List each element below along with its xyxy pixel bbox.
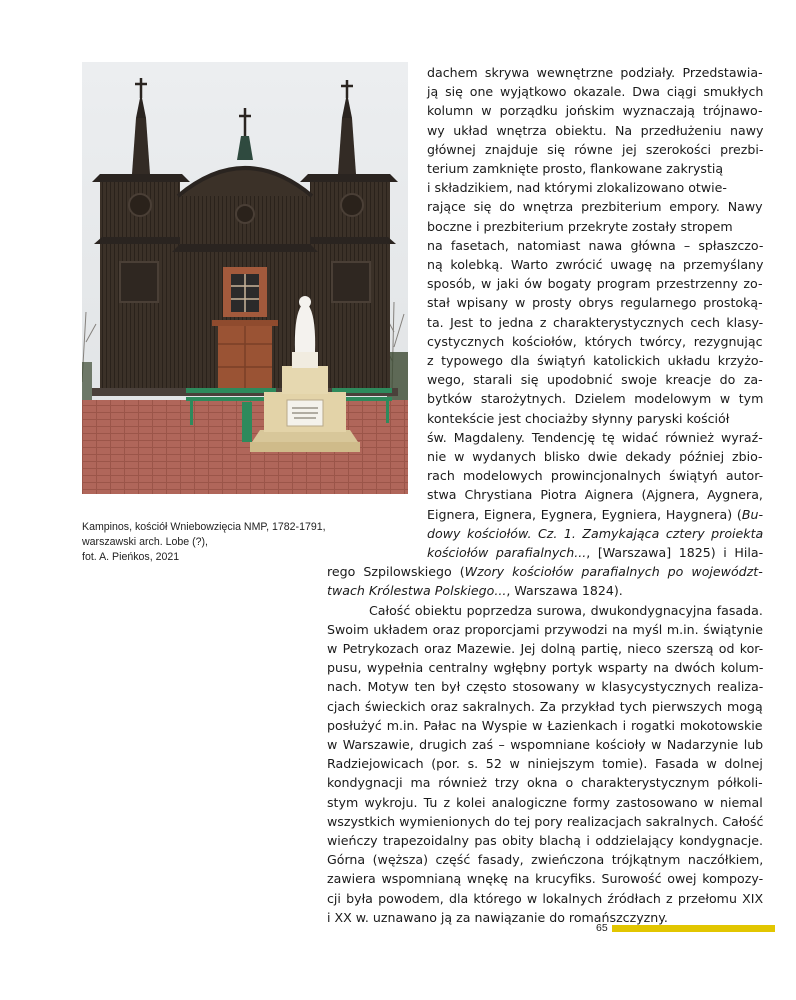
text-run: terium zamknięte prosto, flankowane zakrystią	[427, 161, 724, 176]
text-run: Górna (węższa) część fasady, zwieńczona trójkątnym naczółkiem,	[327, 852, 764, 868]
text-line	[327, 756, 763, 771]
text-run: nach. Motyw ten był często stosowany w klasycystycznych realiza-	[327, 679, 764, 695]
text-run: cjach świeckich oraz sakralnych. Za przykład tych pierwszych mogą	[327, 698, 763, 714]
text-line	[427, 276, 763, 291]
text-line	[427, 315, 763, 330]
text-run: Radziejowicach (por. s. 52 w niniejszym tomie). Fasada w dolnej	[327, 756, 763, 772]
text-run: , Warszawa 1824).	[506, 583, 623, 599]
text-line	[427, 180, 727, 195]
text-line	[427, 103, 763, 118]
text-line	[327, 679, 763, 694]
text-line	[427, 391, 763, 406]
italic-text: Wzory kościołów parafialnych po województ-	[464, 564, 763, 580]
text-line	[327, 699, 763, 714]
text-line	[427, 161, 723, 176]
text-line	[327, 910, 668, 925]
text-line	[327, 852, 763, 867]
text-line	[327, 564, 763, 579]
text-line	[427, 353, 763, 368]
text-run: kontekście jest chociażby słynny paryski kościół	[427, 410, 730, 426]
text-run: Swoim układem oraz proporcjami przywodzi na myśl m.in. świątynie	[327, 621, 763, 637]
text-run: wego, starali się upodobnić swoje kreacje do za-	[427, 372, 763, 388]
text-run: kondygnacji ma również trzy okna o charakterystycznym półkoli-	[327, 775, 763, 791]
text-run: nie w wydanych blisko dwie dekady później zbio-	[427, 449, 763, 464]
text-run: stał wpisany w prosty obrys regularnego prostoką-	[427, 295, 763, 311]
text-run: cji była powodem, dla którego w lokalnych źródłach z przełomu XIX	[327, 890, 764, 906]
text-line	[427, 411, 729, 426]
text-run: rego Szpilowskiego (	[327, 564, 465, 580]
text-run: stwa Chrystiana Piotra Aignera (Ajgnera, Aygnera,	[427, 487, 763, 503]
text-line	[427, 84, 763, 99]
text-line	[427, 487, 763, 502]
text-run: pusu, wypełnia centralny wgłębny portyk wsparty na dwóch kolum-	[327, 660, 764, 676]
text-run: zawiera wspomnianą wnękę na krucyfiks. Surowość owej kompozy-	[327, 871, 764, 887]
text-run: ją się one wyjątkowo okazale. Dwa ciągi smukłych	[427, 84, 764, 100]
text-run: ną kolebką. Warto zwrócić uwagę na przemyślany	[427, 257, 764, 272]
text-line	[427, 526, 763, 541]
text-run: Całość obiektu poprzedza surowa, dwukondygnacyjna fasada.	[369, 602, 763, 618]
text-run: z typowego dla świątyń katolickich układu krzyżo-	[427, 353, 764, 368]
text-line	[327, 641, 763, 656]
text-run: Eignera, Eignera, Eygnera, Eygniera, Haygnera) (	[427, 506, 742, 522]
text-run: stym wykroju. Tu z kolei analogiczne formy zastosowano w niemal	[327, 794, 763, 810]
text-run: i XX w. uznawano ją za nawiązanie do romańszczyzny.	[327, 909, 668, 925]
text-line	[327, 814, 763, 829]
text-run: w Petrykozach oraz Mazewie. Jej dolną partię, nieco szerszą od kor-	[327, 641, 764, 656]
text-run: głównej znajduje się równe jej szerokości prezbi-	[427, 141, 764, 157]
text-line	[427, 123, 763, 138]
text-line	[327, 775, 763, 790]
text-line	[427, 545, 763, 560]
text-run: na fasetach, natomiast nawa główna – spłaszczo-	[427, 237, 764, 253]
page-number: 65	[596, 922, 608, 934]
text-run: sposób, w jaki ów bogaty program przestrzenny zo-	[427, 276, 763, 292]
text-run: ta. Jest to jedna z charakterystycznych cech klasy-	[427, 314, 764, 330]
text-run: cystycznych kościołów, których twórcy, rezygnując	[427, 333, 763, 349]
caption-line: Kampinos, kościół Wniebowzięcia NMP, 1782-1791,	[82, 521, 326, 533]
text-line	[427, 430, 763, 445]
text-line	[427, 65, 763, 80]
text-run: św. Magdaleny. Tendencję tę widać również wyraź-	[427, 429, 763, 445]
text-run: boczne i prezbiterium przekryte zostały stropem	[427, 218, 733, 234]
text-line	[427, 238, 763, 253]
text-line	[427, 334, 763, 349]
italic-text: dowy kościołów. Cz. 1. Zamykająca cztery proiekta	[427, 525, 764, 541]
caption-line: warszawski arch. Lobe (?),	[82, 536, 208, 548]
text-run: kolumn w porządku jońskim wyznaczają trójnawo-	[427, 103, 763, 119]
text-line	[327, 891, 763, 906]
text-line	[427, 372, 763, 387]
italic-text: Bu-	[741, 506, 763, 522]
text-line	[427, 295, 763, 310]
italic-text: twach Królestwa Polskiego...	[327, 583, 507, 599]
italic-text: kościołów parafialnych...	[427, 545, 587, 560]
text-line	[427, 257, 763, 272]
text-line	[327, 871, 763, 886]
text-line	[427, 507, 763, 522]
text-run: posłużyć m.in. Pałac na Wyspie w Łazienkach i rogatki mokotowskie	[327, 717, 763, 733]
text-line	[327, 795, 763, 810]
text-run: wszystkich wymienionych do tej pory realizacjach sakralnych. Całość	[327, 813, 764, 829]
text-run: bytków starożytnych. Dzielem modelowym w tym	[427, 391, 764, 407]
text-line	[327, 737, 763, 752]
text-run: rające się do wnętrza prezbiterium empory. Nawy	[427, 199, 763, 215]
church-photo	[82, 62, 408, 494]
text-line	[427, 199, 763, 214]
text-run: , [Warszawa] 1825) i Hila-	[586, 545, 764, 560]
text-line	[427, 142, 763, 157]
text-run: wieńczy trapezoidalny pas obity blachą i oddzielający kondygnacje.	[327, 833, 763, 848]
text-run: wy układ wnętrza obiektu. Na przedłużeniu nawy	[427, 122, 764, 138]
page-accent-bar	[612, 925, 775, 932]
text-line	[327, 583, 623, 598]
text-run: i składzikiem, nad którymi zlokalizowano otwie-	[427, 180, 727, 196]
text-line	[327, 833, 763, 848]
text-line	[327, 660, 763, 675]
text-run: dachem skrywa wewnętrzne podziały. Przedstawia-	[427, 65, 763, 80]
caption-line: fot. A. Pieńkos, 2021	[82, 551, 180, 563]
text-line	[327, 718, 763, 733]
figure-caption	[82, 520, 326, 565]
text-line	[327, 622, 763, 637]
text-line	[427, 219, 733, 234]
text-run: rach modelowych prowincjonalnych świątyń autor-	[427, 468, 764, 484]
text-line	[369, 603, 763, 618]
text-run: w Warszawie, drugich zaś – wspomniane kościoły w Nadarzynie lub	[327, 737, 764, 752]
text-line	[427, 468, 763, 483]
text-line	[427, 449, 763, 464]
